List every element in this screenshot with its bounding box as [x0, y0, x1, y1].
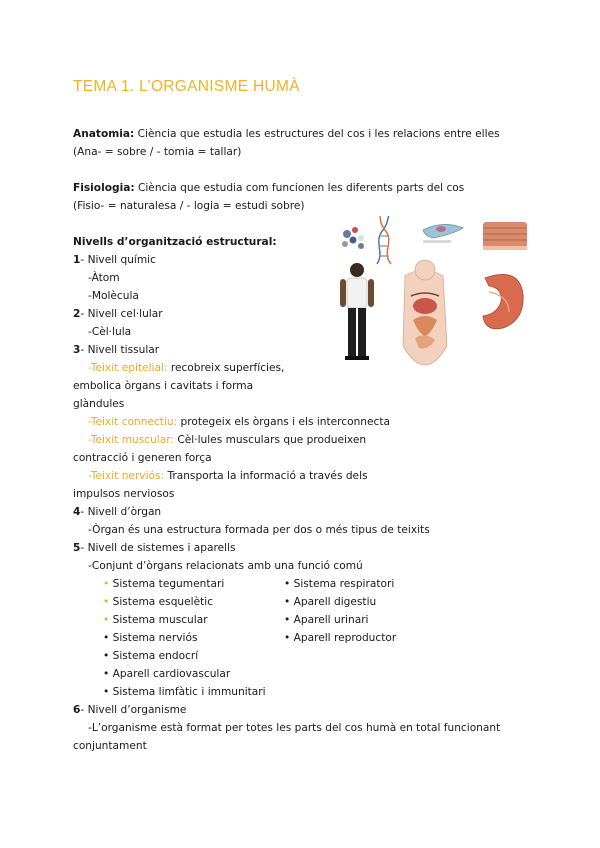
level-1-item: -Àtom — [88, 272, 120, 284]
tissue-illustration — [483, 222, 527, 250]
fisiologia-term: Fisiologia: — [73, 182, 135, 194]
level-6 — [73, 703, 186, 717]
bullet-icon: • — [103, 596, 113, 608]
teixit-muscular-cont: contracció i generen força — [73, 452, 212, 464]
bullet-icon: • — [284, 632, 294, 644]
level-5 — [73, 541, 236, 555]
teixit-muscular-text: Cèl·lules musculars que produeixen — [173, 434, 367, 446]
organ-system-illustration — [403, 260, 447, 365]
level-4-label: - Nivell d’òrgan — [80, 506, 162, 518]
teixit-epitelial-label: -Teixit epitelial: — [88, 362, 168, 374]
teixit-connectiu-text: protegeix els òrgans i els interconnecta — [177, 416, 391, 428]
level-3-num: 3 — [73, 344, 81, 356]
nivells-heading: Nivells d’organització estructural: — [73, 236, 277, 248]
bullet-icon: • — [284, 578, 294, 590]
system-item: • Aparell cardiovascular — [103, 668, 231, 680]
system-item: • Sistema limfàtic i immunitari — [103, 686, 266, 698]
bullet-icon: • — [103, 686, 113, 698]
level-1-label: - Nivell químic — [80, 254, 156, 266]
system-item: • Aparell reproductor — [284, 632, 397, 644]
anatomia-etymology: (Ana- = sobre / - tomia = tallar) — [73, 146, 242, 158]
level-5-text: -Conjunt d’òrgans relacionats amb una funció comú — [88, 560, 363, 572]
teixit-nervios — [88, 469, 368, 483]
anatomia-def: Ciència que estudia les estructures del cos i les relacions entre elles — [134, 128, 500, 140]
level-1-item: -Molècula — [88, 290, 139, 302]
teixit-nervios-text: Transporta la informació a través dels — [164, 470, 368, 482]
fisiologia-def: Ciència que estudia com funcionen les diferents parts del cos — [134, 182, 465, 194]
level-5-label: - Nivell de sistemes i aparells — [80, 542, 236, 554]
teixit-muscular — [88, 433, 366, 447]
teixit-connectiu-label: -Teixit connectiu: — [88, 416, 178, 428]
teixit-muscular-label: -Teixit muscular: — [88, 434, 174, 446]
level-6-text-cont: conjuntament — [73, 740, 147, 752]
level-6-text: -L’organisme està format per totes les parts del cos humà en total funcionant — [88, 722, 501, 734]
system-item: • Sistema respiratori — [284, 578, 395, 590]
level-4-text: -Òrgan és una estructura formada per dos o més tipus de teixits — [88, 524, 430, 536]
bullet-icon: • — [284, 596, 294, 608]
bullet-icon: • — [103, 668, 113, 680]
teixit-epitelial-cont: embolica òrgans i cavitats i forma — [73, 380, 254, 392]
level-4-num: 4 — [73, 506, 81, 518]
bullet-icon: • — [103, 578, 113, 590]
system-item: • Aparell digestiu — [284, 596, 377, 608]
system-item: • Sistema endocrí — [103, 650, 199, 662]
fisiologia-etymology: (Fisio- = naturalesa / - logia = estudi sobre) — [73, 200, 305, 212]
fisiologia-definition — [73, 181, 464, 195]
teixit-epitelial-cont2: glàndules — [73, 398, 125, 410]
level-2 — [73, 307, 163, 321]
anatomia-definition — [73, 127, 500, 141]
system-item: • Sistema tegumentari — [103, 578, 225, 590]
system-item: • Sistema esquelètic — [103, 596, 214, 608]
bullet-icon: • — [103, 614, 113, 626]
level-6-num: 6 — [73, 704, 81, 716]
level-2-num: 2 — [73, 308, 81, 320]
teixit-epitelial — [88, 361, 284, 375]
teixit-nervios-label: -Teixit nerviós: — [88, 470, 165, 482]
level-5-num: 5 — [73, 542, 81, 554]
level-1-num: 1 — [73, 254, 81, 266]
bullet-icon: • — [103, 632, 113, 644]
bullet-icon: • — [103, 650, 113, 662]
organization-levels-illustration — [333, 216, 533, 384]
level-2-label: - Nivell cel·lular — [80, 308, 163, 320]
level-3 — [73, 343, 159, 357]
level-3-label: - Nivell tissular — [80, 344, 160, 356]
system-item: • Aparell urinari — [284, 614, 369, 626]
anatomia-term: Anatomia: — [73, 128, 135, 140]
level-6-label: - Nivell d’organisme — [80, 704, 187, 716]
level-1 — [73, 253, 156, 267]
bullet-icon: • — [284, 614, 294, 626]
teixit-epitelial-text: recobreix superfícies, — [167, 362, 285, 374]
level-2-item: -Cèl·lula — [88, 326, 132, 338]
system-item: • Sistema muscular — [103, 614, 208, 626]
teixit-nervios-cont: impulsos nerviosos — [73, 488, 175, 500]
level-4 — [73, 505, 161, 519]
system-item: • Sistema nerviós — [103, 632, 198, 644]
page-title: TEMA 1. L’ORGANISME HUMÀ — [73, 78, 300, 95]
teixit-connectiu — [88, 415, 390, 429]
